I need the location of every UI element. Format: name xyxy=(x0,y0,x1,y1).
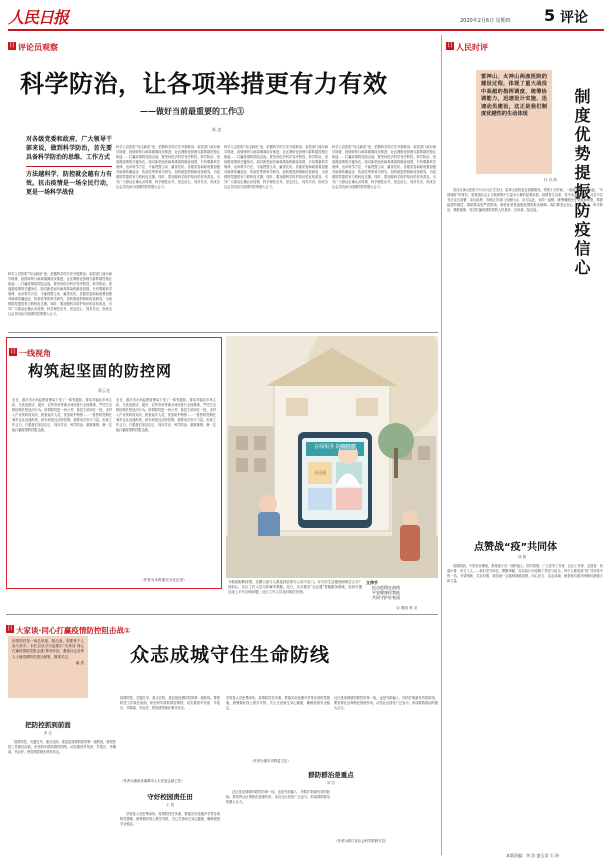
mid-bottom-rule xyxy=(6,614,438,615)
yixian-kicker: 日 一线视角 xyxy=(9,347,51,358)
yixian-headline: 构筑起坚固的防控网 xyxy=(28,362,173,380)
dajia-col2-source: （作者为重庆市教委主任） xyxy=(250,759,291,763)
renshi-byline: 杜 玖 路 xyxy=(544,178,558,182)
renshi-vertical-title: 制度优势提振防疫信心 xyxy=(572,88,591,278)
dajia-col1-title: 把防控抓到前面 xyxy=(25,721,71,729)
section-marker-icon: 日 xyxy=(446,41,453,49)
dianzan-headline: 点赞战“疫”共同体 xyxy=(474,542,558,553)
dajia-editor-note-box xyxy=(8,636,88,698)
obs-byline: 陈 凌 xyxy=(212,127,222,132)
illustration-art xyxy=(226,336,438,578)
obs-bottom-rule xyxy=(8,332,438,333)
renshi-lead: 雷神山、火神山两座医院的建设过程，体现了重大战役中高超的指挥调度、统筹协调能力，迅速设计实施、迅速动员建设，这正是我们制度优越性的生动体现 xyxy=(481,74,547,118)
obs-pull-quote-1: 对各级党委和政府、广大领导干部来说，做到科学防治，首先要具备科学防治的思维、工作方式 xyxy=(26,136,112,161)
dianzan-byline: 徐 鹤 xyxy=(518,555,527,559)
obs-pull-quote-2: 方法越科学，防控就会越有力有效。抗击疫情是一场全民行动，更是一场科学战役 xyxy=(26,171,112,196)
yixian-source: （作者为本报重庆分社记者） xyxy=(140,578,187,582)
illustration-chat-label: 社区通 xyxy=(314,470,326,475)
dajia-col2-body: 学校是人员密集场所，疫情防控任务重。要落实好延期开学等各项防控措施，统筹做好线上教学安排，关心关爱师生身心健康，确保校园安全稳定。 xyxy=(120,812,220,826)
yixian-body-col1: 近日，重庆市市场监督管理局下发了一系列通知，要求对辖区市场主体，尤其是药店、超市、农贸市场等重点场所进行全面排查，严厉打击哄抬物价等违法行为。疫情防控是一场大考，基层干部冲在一线，走村入户宣传防疫知识，排查返乡人员，发放防护物资……一张张防控网在城乡社区迅速织密。织牢织密社区防控网，需要动员各方力量，形成工作合力。只要我们坚定信心、同舟共济、科学防治、精准施策，就一定能打赢疫情防控阻击战。 xyxy=(12,398,112,432)
column-divider xyxy=(441,35,442,855)
community-illustration xyxy=(226,336,438,578)
poem-box xyxy=(366,580,438,606)
obs-pull-quote-box xyxy=(26,136,112,272)
poem-line: 平安健康你我他 xyxy=(372,590,400,595)
issue-date: 2020年2月6日 星期四 xyxy=(460,18,511,24)
obs-body-col3: 科学人员医院“负压病房”里，依据科学的方法开展救治；疾控部门流行病学调查、疫情研判与病毒溯源同步推进；社区网格化管理与群防群控相互衔接……打赢疫情防控阻击战，要坚持依法科学有序防控。科学防治，是战胜疫情的关键所在。面对新型冠状病毒感染的肺炎疫情，只有尊重科学规律、运用科学方法，才能把握主动、赢得先机。各级党委和政府要加强对病毒传播途径、传染性等的科学研究，加快推进药物和疫苗研发，为疫情防控提供有力的科技支撑。同时，要加强科学防护知识的宣传普及，引导广大群众正确认识疫情、科学理性应对，坚定信心、同舟共济，形成全社会共同参与疫情防控的强大合力。 xyxy=(224,145,328,189)
dajia-editor-note: 疫情防控是一场总体战、阻击战，需要每个人参与其中。本栏目从今天起推出“大家谈·同心打赢疫情防控阻击战”系列评论，邀请社会各界人士就疫情防控建言献策，敬请关注。 xyxy=(12,639,84,659)
dajia-col1-body: 疫情防控，关键在早，重点在防。基层是疫情防控的第一道防线，要把防控工作做在前面，织密织牢群防群控网络，切实做到早发现、早报告、早隔离、早治疗，把疫情控制在萌芽状态。 xyxy=(8,740,116,754)
obs-body-col2: 科学人员医院“负压病房”里，依据科学的方法开展救治；疾控部门流行病学调查、疫情研判与病毒溯源同步推进；社区网格化管理与群防群控相互衔接……打赢疫情防控阻击战，要坚持依法科学有序防控。科学防治，是战胜疫情的关键所在。面对新型冠状病毒感染的肺炎疫情，只有尊重科学规律、运用科学方法，才能把握主动、赢得先机。各级党委和政府要加强对病毒传播途径、传染性等的科学研究，加快推进药物和疫苗研发，为疫情防控提供有力的科技支撑。同时，要加强科学防护知识的宣传普及，引导广大群众正确认识疫情、科学理性应对，坚定信心、同舟共济，形成全社会共同参与疫情防控的强大合力。 xyxy=(116,145,220,189)
dajia-col2-title: 守好校园责任田 xyxy=(147,793,193,801)
section-marker-icon: 日 xyxy=(6,624,13,632)
yixian-byline: 蒋云龙 xyxy=(98,388,110,393)
dajia-col2-byline: 王 锐 xyxy=(165,803,175,807)
illustration-caption: 为彻底阻断疫情，近期大部分人都选择居家办公或不出门。可当你生活遇到困难怎么办？别担心，社区工作人员为你解决难题。近日，北京推出“社区通”智能服务系统，居民可通过线上平台反映问题，社区工作人员及时响应处理。 xyxy=(228,580,362,594)
page-number: 5 xyxy=(544,6,556,25)
dajia-editor-sign: 编 者 xyxy=(75,660,84,665)
dajia-col3-body-b: 社区是疫情联防联控的第一线，也是外防输入、内防扩散最有效的防线。要发挥社区网格化管理作用，动员社区居民广泛参与，形成群防群治的强大合力。 xyxy=(334,696,438,710)
obs-subtitle: ——做好当前最重要的工作③ xyxy=(140,106,244,116)
obs-kicker: 日 评论员观察 xyxy=(8,41,58,52)
obs-headline: 科学防治，让各项举措更有力有效 xyxy=(20,70,388,98)
illustration-screen-label: 在线服务 防疫信息 xyxy=(314,444,356,450)
section-name: 评论 xyxy=(560,10,588,26)
newspaper-logo: 人民日报 xyxy=(8,8,69,27)
dajia-col3-body-a: 社区是疫情联防联控的第一线，也是外防输入、内防扩散最有效的防线。要发挥社区网格化管理作用，动员社区居民广泛参与，形成群防群治的强大合力。 xyxy=(226,790,330,804)
dajia-col3-source: （作者为浙江省社会科学院研究员） xyxy=(334,839,389,843)
yixian-body-col2: 近日，重庆市市场监督管理局下发了一系列通知，要求对辖区市场主体，尤其是药店、超市、农贸市场等重点场所进行全面排查，严厉打击哄抬物价等违法行为。疫情防控是一场大考，基层干部冲在一线，走村入户宣传防疫知识，排查返乡人员，发放防护物资……一张张防控网在城乡社区迅速织密。织牢织密社区防控网，需要动员各方力量，形成工作合力。只要我们坚定信心、同舟共济、科学防治、精准施策，就一定能打赢疫情防控阻击战。 xyxy=(116,398,216,432)
obs-body-col1: 科学人员医院“负压病房”里，依据科学的方法开展救治；疾控部门流行病学调查、疫情研判与病毒溯源同步推进；社区网格化管理与群防群控相互衔接……打赢疫情防控阻击战，要坚持依法科学有序防控。科学防治，是战胜疫情的关键所在。面对新型冠状病毒感染的肺炎疫情，只有尊重科学规律、运用科学方法，才能把握主动、赢得先机。各级党委和政府要加强对病毒传播途径、传染性等的科学研究，加快推进药物和疫苗研发，为疫情防控提供有力的科技支撑。同时，要加强科学防护知识的宣传普及，引导广大群众正确认识疫情、科学理性应对，坚定信心、同舟共济，形成全社会共同参与疫情防控的强大合力。 xyxy=(8,272,112,316)
dajia-col2a-body: 疫情防控，关键在早，重点在防。基层是疫情防控的第一道防线，要把防控工作做在前面，织密织牢群防群控网络，切实做到早发现、早报告、早隔离、早治疗，把疫情控制在萌芽状态。 xyxy=(120,696,220,710)
dianzan-body: 疫情面前，不管来自哪里，都是战斗在一线的战士。面对疫情，广大医务工作者、社区工作者、志愿者、快递小哥、环卫工人……他们坚守岗位、默默奉献，用实际行动诠释了责任与担当。每个人都是战“疫”共同体中的一员。守望相助、共克时艰，我们就一定能够战胜疫情。同心协力、众志成城，就是我们面对困难时最强大的力量。 xyxy=(447,564,603,583)
dajia-col1-byline: 张 红 xyxy=(43,731,53,735)
dajia-headline: 众志成城守住生命防线 xyxy=(130,644,331,666)
masthead xyxy=(8,6,604,28)
section-marker-icon: 日 xyxy=(8,41,15,49)
poem-line: 共同守护好家园 xyxy=(372,595,400,600)
dajia-col3a-body: 学校是人员密集场所，疫情防控任务重。要落实好延期开学等各项防控措施，统筹做好线上教学安排，关心关爱师生身心健康，确保校园安全稳定。 xyxy=(226,696,330,710)
poem-signature: 勾 燕图 郑 戈 xyxy=(396,606,418,610)
dajia-kicker: 日 大家谈·同心打赢疫情防控阻击战① xyxy=(6,624,131,635)
footer-editors: 本版责编：李 浩 盛玉雷 石 羚 xyxy=(506,853,560,858)
masthead-rule xyxy=(8,29,604,31)
obs-pull-divider xyxy=(26,166,112,167)
renshi-lead-box xyxy=(476,70,552,174)
poem-title: 又伸手 xyxy=(366,580,378,585)
obs-body-col4: 科学人员医院“负压病房”里，依据科学的方法开展救治；疾控部门流行病学调查、疫情研判与病毒溯源同步推进；社区网格化管理与群防群控相互衔接……打赢疫情防控阻击战，要坚持依法科学有序防控。科学防治，是战胜疫情的关键所在。面对新型冠状病毒感染的肺炎疫情，只有尊重科学规律、运用科学方法，才能把握主动、赢得先机。各级党委和政府要加强对病毒传播途径、传染性等的科学研究，加快推进药物和疫苗研发，为疫情防控提供有力的科技支撑。同时，要加强科学防护知识的宣传普及，引导广大群众正确认识疫情、科学理性应对，坚定信心、同舟共济，形成全社会共同参与疫情防控的强大合力。 xyxy=(332,145,436,189)
dajia-col3-title: 群防群治是重点 xyxy=(308,771,354,779)
section-marker-icon: 日 xyxy=(9,347,16,355)
renshi-kicker: 日 人民时评 xyxy=(446,41,488,52)
dajia-col3-byline: 刘 宏 xyxy=(326,781,336,785)
dajia-col1-source: （作者为湖南省湘潭市人大常委会副主任） xyxy=(120,779,185,783)
poem-line: 抗击疫情在前线 xyxy=(372,585,400,590)
renshi-body: 武汉火神山医院于2月2日正式交付，雷神山医院也在加紧建设。短短十天时间，一座座医院拔地而起，“中国速度”的背后，是我国社会主义制度集中力量办大事的显著优势。疫情发生以来，党中央高度重视，习近平总书记亲自部署、亲自指挥，各地区各部门迅速行动、全力以赴，全国一盘棋，统筹调配医疗资源和物资，构建起联防联控、群防群治的严密防线。制度优势是战胜疫情的根本保障。我们要坚定信心、同舟共济、科学防治、精准施策，坚决打赢疫情防控的人民战争、总体战、阻击战。 xyxy=(447,188,603,212)
